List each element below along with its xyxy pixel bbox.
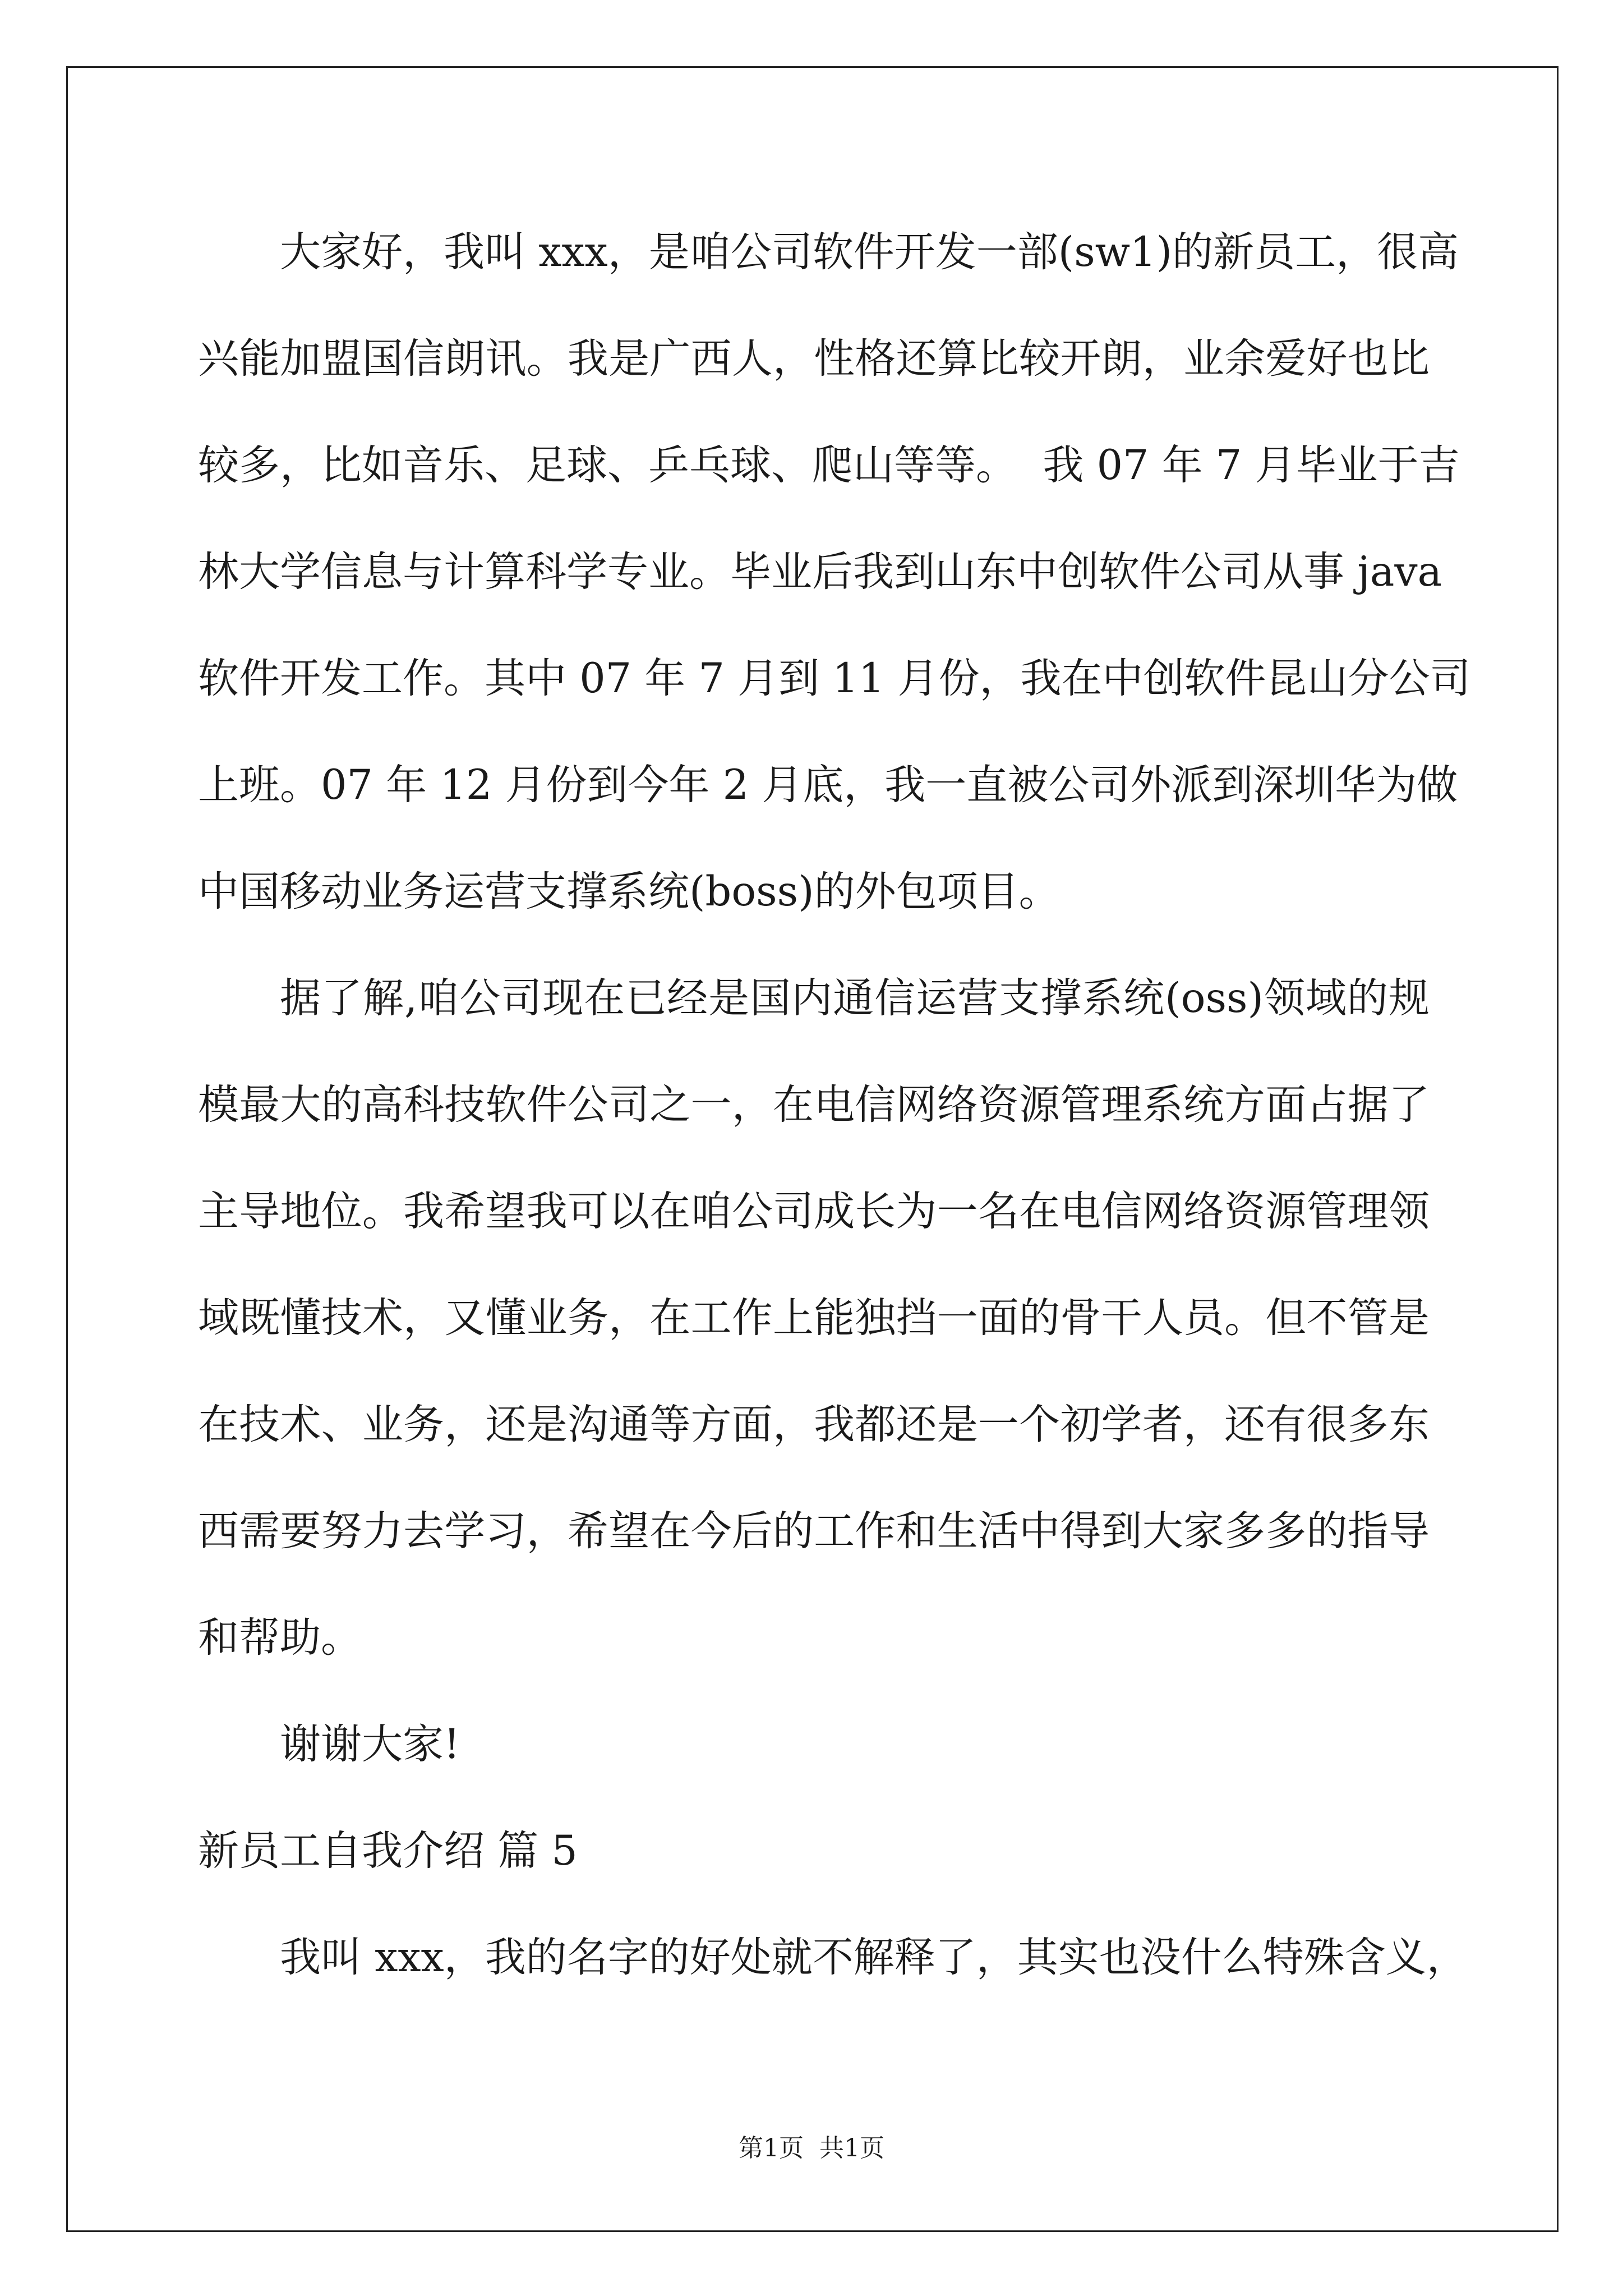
paragraph-line: 我叫 xxx，我的名字的好处就不解释了，其实也没什么特殊含义， — [280, 1934, 1468, 1981]
paragraph-line: 中国移动业务运营支撑系统(boss)的外包项目。 — [198, 868, 1060, 915]
section-heading: 新员工自我介绍 篇 5 — [198, 1827, 578, 1875]
paragraph-line: 域既懂技术，又懂业务，在工作上能独挡一面的骨干人员。但不管是 — [198, 1294, 1430, 1342]
paragraph-line: 软件开发工作。其中 07 年 7 月到 11 月份，我在中创软件昆山分公司 — [198, 655, 1471, 702]
closing-line: 谢谢大家! — [280, 1720, 460, 1768]
paragraph-line: 据了解,咱公司现在已经是国内通信运营支撑系统(oss)领域的规 — [280, 974, 1430, 1022]
paragraph-line: 西需要努力去学习，希望在今后的工作和生活中得到大家多多的指导 — [198, 1507, 1430, 1555]
page-number-footer: 第1页 共1页 — [739, 2134, 884, 2162]
document-body — [198, 199, 1471, 2011]
paragraph-line: 上班。07 年 12 月份到今年 2 月底，我一直被公司外派到深圳华为做 — [198, 761, 1458, 809]
paragraph-line: 较多，比如音乐、足球、乒乓球、爬山等等。 我 07 年 7 月毕业于吉 — [198, 441, 1460, 489]
paragraph-line: 林大学信息与计算科学专业。毕业后我到山东中创软件公司从事 java — [198, 548, 1442, 596]
paragraph-line: 在技术、业务，还是沟通等方面，我都还是一个初学者，还有很多东 — [198, 1401, 1430, 1448]
paragraph-line: 主导地位。我希望我可以在咱公司成长为一名在电信网络资源管理领 — [198, 1188, 1430, 1235]
paragraph-line: 模最大的高科技软件公司之一，在电信网络资源管理系统方面占据了 — [198, 1081, 1430, 1129]
paragraph-line: 大家好，我叫 xxx，是咱公司软件开发一部(sw1)的新员工，很高 — [280, 228, 1459, 276]
paragraph-line: 和帮助。 — [198, 1614, 362, 1662]
paragraph-line: 兴能加盟国信朗讯。我是广西人，性格还算比较开朗，业余爱好也比 — [198, 335, 1430, 383]
